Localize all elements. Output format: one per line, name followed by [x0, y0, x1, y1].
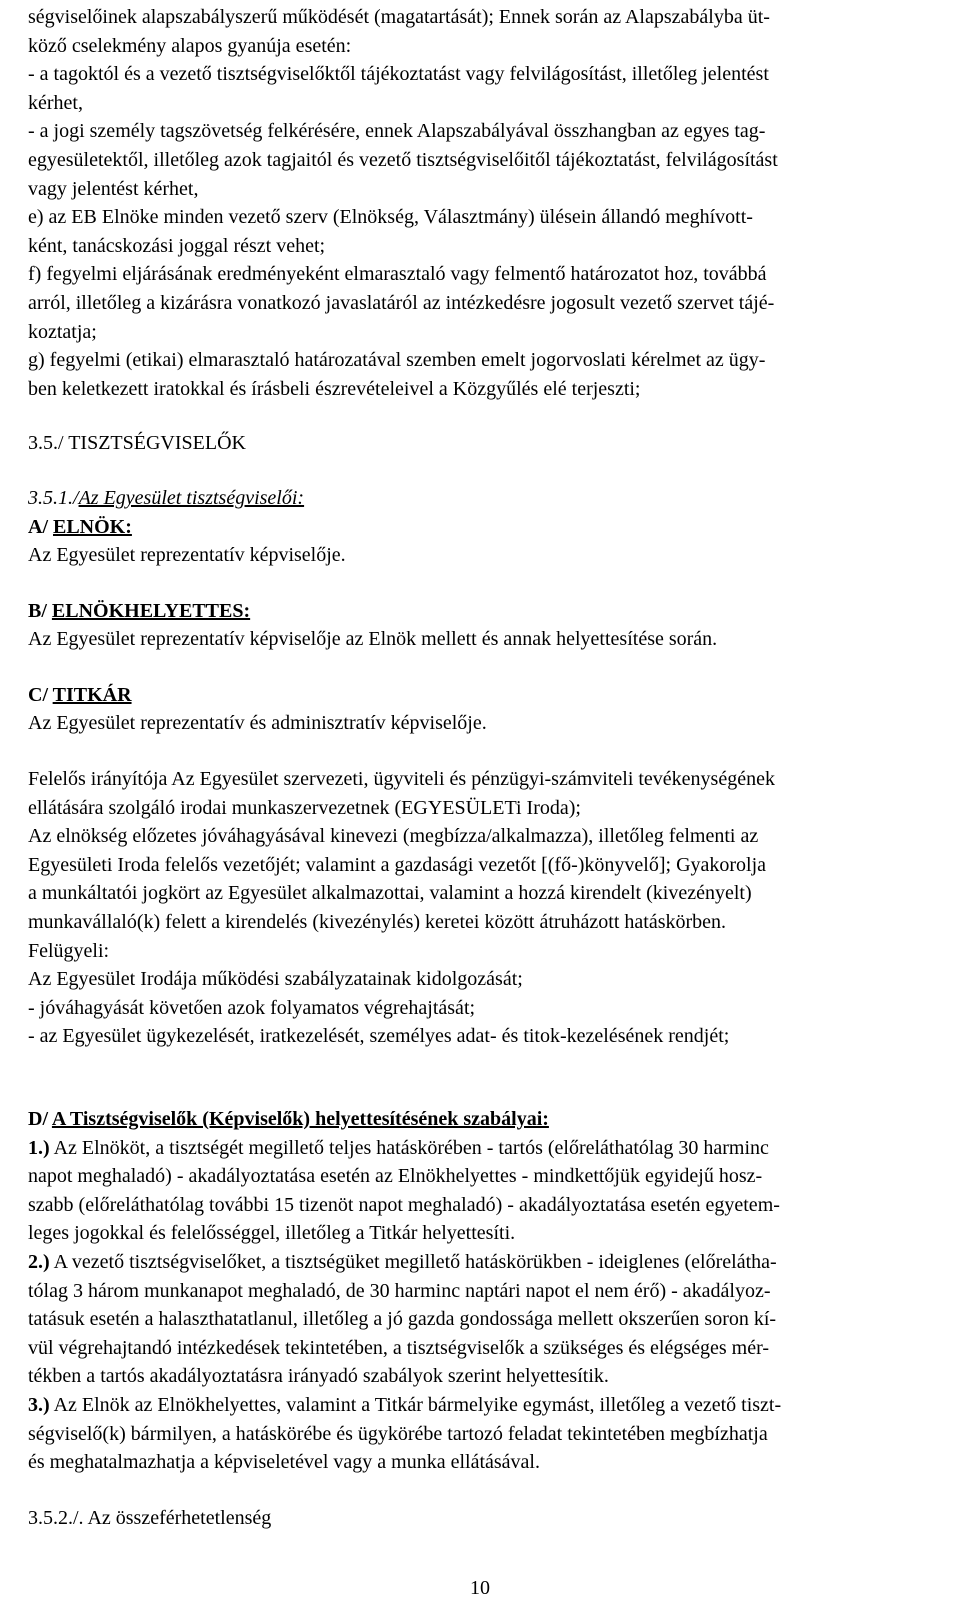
section-title: 3.5./ TISZTSÉGVISELŐK [28, 432, 246, 455]
text-line: e) az EB Elnöke minden vezető szerv (Elnökség, Választmány) ülésein állandó meghívott- [28, 206, 753, 229]
text-line: Felügyeli: [28, 939, 110, 962]
elnok-title: ELNÖK: [53, 515, 132, 538]
elnokhelyettes-title: ELNÖKHELYETTES: [51, 599, 251, 622]
text-line: szabb (előreláthatólag további 15 tizenöt napot meghaladó) - akadályoztatása esetén egyetem- [28, 1193, 780, 1216]
text-line: - a tagoktól és a vezető tisztségviselőktől tájékoztatást vagy felvilágosítást, illetőleg jelentést [28, 63, 769, 86]
titkar-title: TITKÁR [52, 683, 132, 706]
text-line: 1.) Az Elnököt, a tisztségét megillető teljes hatáskörében - tartós (előreláthatólag 30 harminc [28, 1136, 769, 1159]
text-line: napot meghaladó) - akadályoztatása esetén az Elnökhelyettes - mindkettőjük egyidejű hosz- [28, 1165, 763, 1188]
titkar-description: Az Egyesület reprezentatív és adminisztratív képviselője. [28, 712, 487, 735]
text-line: ben keletkezett iratokkal és írásbeli észrevételeivel a Közgyűlés elé terjeszti; [28, 377, 641, 400]
text-line: f) fegyelmi eljárásának eredményeként elmarasztaló vagy felmentő határozatot hoz, továbbá [28, 263, 767, 286]
text-line: 3.) Az Elnök az Elnökhelyettes, valamint a Titkár bármelyike egymást, illetőleg a vezető tiszt- [28, 1393, 782, 1416]
rule-number: 1.) [28, 1136, 50, 1159]
text-line: ként, tanácskozási joggal részt vehet; [28, 234, 326, 257]
text-line: vagy jelentést kérhet, [28, 177, 199, 200]
text-line: tólag 3 három munkanapot meghaladó, de 30 harminc naptári napot el nem érő) - akadályoz- [28, 1279, 771, 1302]
text-line: kérhet, [28, 91, 83, 114]
titkar-prefix: C/ [28, 683, 48, 706]
text-line: a munkáltatói jogkört az Egyesület alkalmazottai, valamint a hozzá kirendelt (kivezényelt) [28, 882, 752, 905]
rule-number: 3.) [28, 1393, 50, 1416]
text-line: Felelős irányítója Az Egyesület szervezeti, ügyviteli és pénzügyi-számviteli tevékenységének [28, 768, 775, 791]
text-line: munkavállaló(k) felett a kirendelés (kivezénylés) keretei között átruházott hatáskörben. [28, 911, 727, 934]
text-line: - az Egyesület ügykezelését, iratkezelését, személyes adat- és titok-kezelésének rendjét; [28, 1025, 730, 1048]
text-line: ségviselőinek alapszabályszerű működését (magatartását); Ennek során az Alapszabályba üt- [28, 6, 770, 28]
elnok-heading [28, 513, 934, 542]
text-line: Az Egyesület Irodája működési szabályzatainak kidolgozását; [28, 968, 523, 991]
text-line: 2.) A vezető tisztségviselőket, a tisztségüket megillető hatáskörükben - ideiglenes (előrelátha- [28, 1250, 777, 1273]
text-line: - a jogi személy tagszövetség felkérésére, ennek Alapszabályával összhangban az egyes tag- [28, 120, 766, 143]
text-line: ségviselő(k) bármilyen, a hatáskörébe és ügykörébe tartozó feladat tekintetében megbízhatja [28, 1422, 768, 1445]
elnok-description: Az Egyesület reprezentatív képviselője. [28, 544, 346, 567]
titkar-details [28, 765, 934, 1051]
elnokhelyettes-description: Az Egyesület reprezentatív képviselője az Elnök mellett és annak helyettesítése során. [28, 628, 718, 651]
rule-1 [28, 1134, 934, 1248]
text-line: ellátására szolgáló irodai munkaszervezetnek (EGYESÜLETi Iroda); [28, 796, 581, 819]
text-line: tékben a tartós akadályoztatásra irányadó szabályok szerint helyettesítik. [28, 1365, 609, 1388]
next-section-title: 3.5.2./. Az összeférhetetlenség [28, 1506, 272, 1529]
text-line: koztatja; [28, 320, 97, 343]
helyettesites-heading [28, 1105, 934, 1134]
elnokhelyettes-heading [28, 597, 934, 626]
text-line: tatásuk esetén a halaszthatatlanul, illetőleg a jó gazda gondossága mellett okszerűen soron kí- [28, 1308, 777, 1331]
rule-3 [28, 1391, 934, 1477]
text-line: Egyesületi Iroda felelős vezetőjét; valamint a gazdasági vezetőt [(fő-)könyvelő]; Gyakorolja [28, 853, 767, 876]
helyettesites-title: A Tisztségviselők (Képviselők) helyettesítésének szabályai: [51, 1108, 549, 1130]
subsection-title: Az Egyesület tisztségviselői: [78, 486, 305, 509]
elnokhelyettes-prefix: B/ [28, 599, 47, 622]
intro-block [28, 0, 934, 403]
text-line: Az elnökség előzetes jóváhagyásával kinevezi (megbízza/alkalmazza), illetőleg felmenti az [28, 825, 759, 848]
helyettesites-prefix: D/ [28, 1108, 48, 1130]
subsection-number: 3.5.1./ [28, 486, 79, 509]
text-line: g) fegyelmi (etikai) elmarasztaló határozatával szemben emelt jogorvoslati kérelmet az ügy- [28, 349, 766, 372]
elnok-prefix: A/ [28, 515, 48, 538]
rule-2 [28, 1248, 934, 1391]
text-line: arról, illetőleg a kizárásra vonatkozó javaslatáról az intézkedésre jogosult vezető szervet tájé- [28, 291, 775, 314]
rule-number: 2.) [28, 1250, 50, 1273]
subsection-heading [28, 484, 934, 513]
page-number: 10 [470, 1577, 490, 1599]
text-line: vül végrehajtandó intézkedések tekintetében, a tisztségviselők a szükséges és elégséges mér- [28, 1336, 769, 1359]
text-line: és meghatalmazhatja a képviseletével vagy a munka ellátásával. [28, 1451, 540, 1474]
text-line: egyesületektől, illetőleg azok tagjaitól és vezető tisztségviselőitől tájékoztatást, felvilágosítást [28, 148, 778, 171]
titkar-heading [28, 681, 934, 710]
text-line: köző cselekmény alapos gyanúja esetén: [28, 34, 352, 57]
text-line: - jóváhagyását követően azok folyamatos végrehajtását; [28, 996, 476, 1019]
text-line: leges jogokkal és felelősséggel, illetőleg a Titkár helyettesíti. [28, 1222, 516, 1245]
